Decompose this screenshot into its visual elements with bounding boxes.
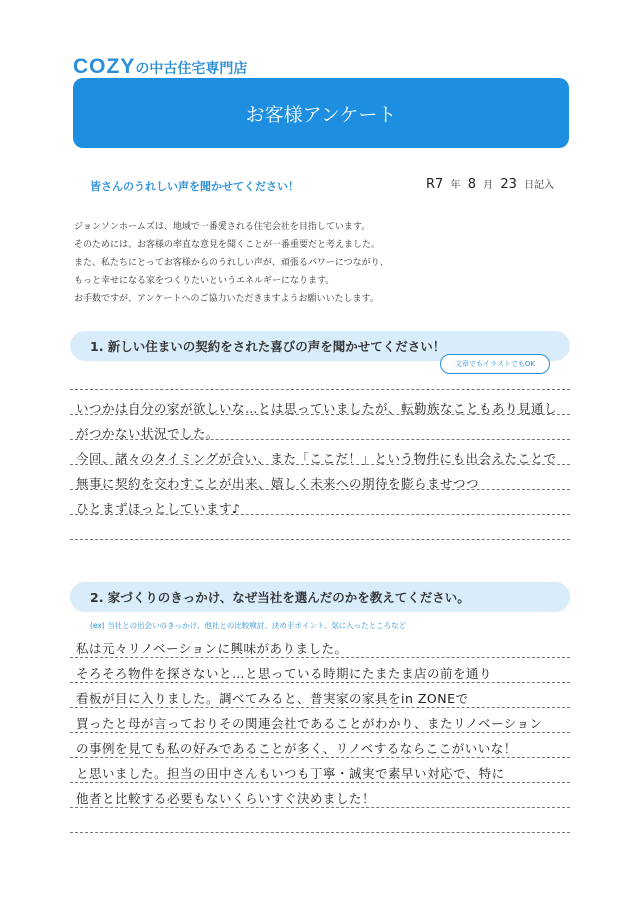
date-month: 8 — [467, 177, 476, 192]
ruled-line — [70, 682, 570, 683]
answer-line: そろそろ物件を探さないと…と思っている時期にたまたま店の前を通り — [76, 666, 493, 681]
answer-line: と思いました。担当の田中さんもいつも丁寧・誠実で素早い対応で、特に — [76, 766, 505, 781]
ruled-line — [70, 782, 570, 783]
brand-logo — [73, 55, 247, 79]
question-2-title: 2. 家づくりのきっかけ、なぜ当社を選んだのかを教えてください。 — [90, 590, 470, 605]
hint-bubble: 文章でもイラストでもOK — [440, 354, 550, 374]
ruled-line — [70, 732, 570, 733]
answer-line: ひとまずほっとしています♪ — [76, 501, 241, 516]
day-label: 日記入 — [524, 180, 555, 191]
year-label: 年 — [450, 180, 461, 191]
survey-title-banner — [73, 78, 569, 148]
date-day: 23 — [500, 177, 517, 192]
ruled-line — [70, 832, 570, 833]
intro-text — [74, 218, 389, 308]
answer-line: 無事に契約を交わすことが出来、嬉しく未来への期待を膨らませつつ — [76, 476, 480, 491]
tagline: 皆さんのうれしい声を聞かせてください！ — [90, 180, 299, 193]
date-era: R7 — [426, 177, 444, 192]
ruled-line — [70, 807, 570, 808]
brand-cozy: COZY — [73, 55, 136, 78]
answer-line: の事例を見ても私の好みであることが多く、リノベするならここがいいな！ — [76, 741, 517, 756]
answer-line: がつかない状況でした。 — [76, 426, 220, 441]
intro-line: また、私たちにとってお客様からのうれしい声が、頑張るパワーにつながり、 — [74, 258, 389, 268]
ruled-line — [70, 389, 570, 390]
intro-line: もっと幸せになる家をつくりたいというエネルギーになります。 — [74, 276, 335, 286]
month-label: 月 — [483, 180, 494, 191]
ruled-line — [70, 657, 570, 658]
entry-date — [422, 176, 554, 192]
answer-line: 今回、諸々のタイミングが合い、また「ここだ！」という物件にも出会えたことで — [76, 451, 557, 466]
answer-line: 買ったと母が言っておりその関連会社であることがわかり、またリノベーション — [76, 716, 543, 731]
answer-line: 私は元々リノベーションに興味がありました。 — [76, 641, 348, 656]
ruled-line — [70, 539, 570, 540]
survey-title: お客様アンケート — [245, 103, 397, 126]
question-2-example: (ex) 当社との出会いのきっかけ、他社との比較検討、決め手ポイント、気に入ったところなど — [90, 621, 407, 630]
answer-line: 他者と比較する必要もないくらいすぐ決めました！ — [76, 791, 376, 806]
answer-line: 看板が目に入りました。調べてみると、普実家の家具をin ZONEで — [76, 691, 469, 706]
intro-line: そのためには、お客様の率直な意見を聞くことが一番重要だと考えました。 — [74, 240, 381, 250]
brand-subtitle: の中古住宅専門店 — [135, 61, 248, 77]
ruled-line — [70, 757, 570, 758]
question-2-header — [70, 582, 570, 612]
intro-line: お手数ですが、アンケートへのご協力いただきますようお願いいたします。 — [74, 294, 379, 304]
question-1-title: 1. 新しい住まいの契約をされた喜びの声を聞かせてください！ — [90, 339, 446, 354]
ruled-line — [70, 707, 570, 708]
intro-line: ジョンソンホームズは、地域で一番愛される住宅会社を目指しています。 — [74, 222, 371, 232]
answer-line: いつかは自分の家が欲しいな…とは思っていましたが、転勤族なこともあり見通し — [76, 401, 558, 416]
